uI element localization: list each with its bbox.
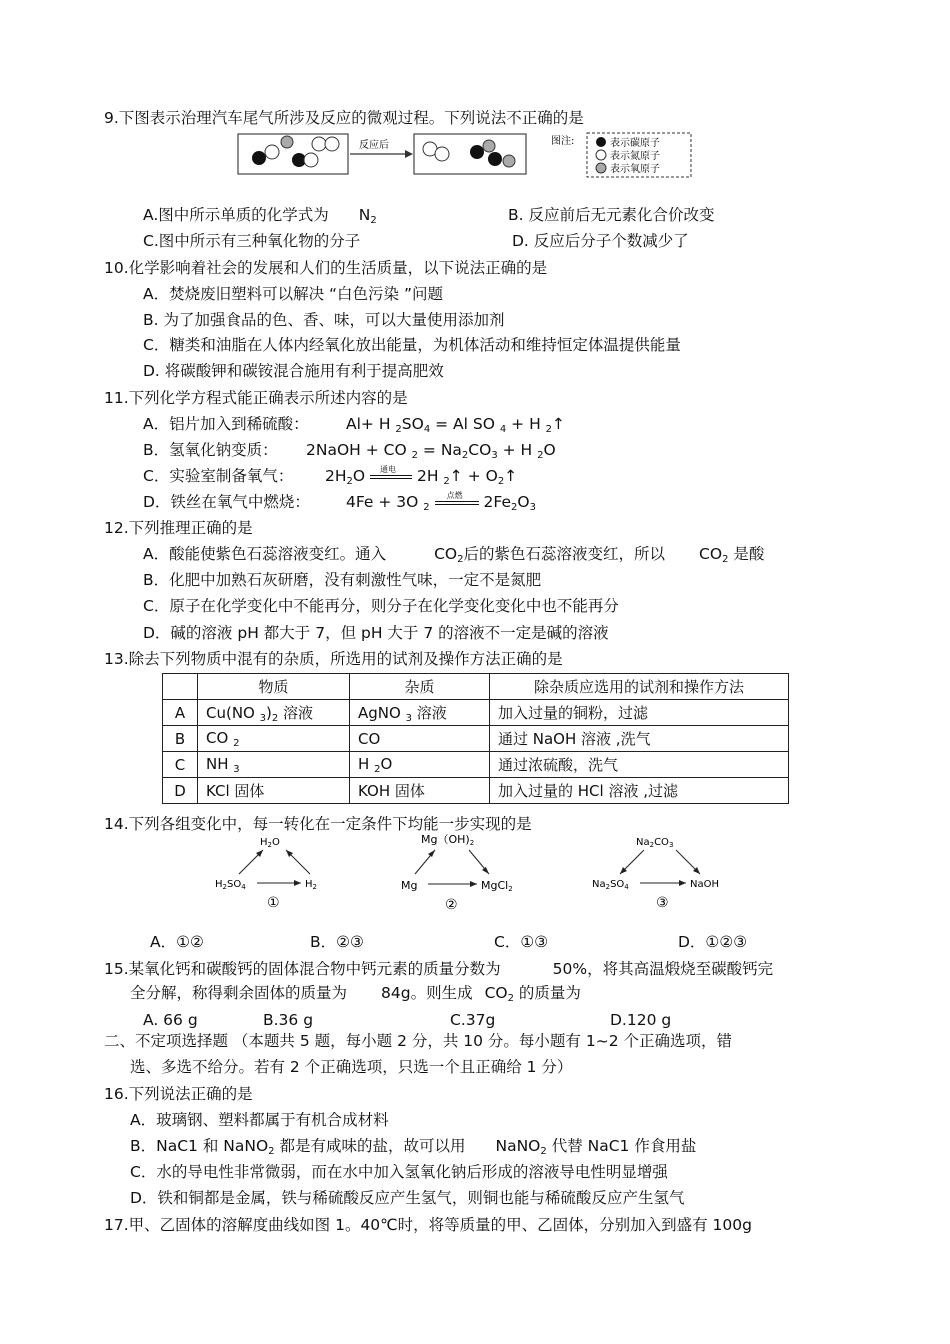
q11-option-c: C．实验室制备氧气： xyxy=(143,467,294,485)
table-cell: KOH 固体 xyxy=(350,778,490,804)
q11-d-condition: 点燃 xyxy=(446,490,463,500)
q14-diagram-1 xyxy=(205,832,345,912)
q13-table xyxy=(162,673,789,804)
q16-stem: 16.下列说法正确的是 xyxy=(104,1085,253,1103)
table-cell: A xyxy=(163,700,198,726)
q9-reaction-diagram xyxy=(237,130,697,180)
q16-option-b: B．NaC1 和 NaNO$_2$ 都是有咸味的盐，故可以用 NaNO$_2$ 代替 NaC1 作食用盐 xyxy=(130,1137,697,1157)
table-row xyxy=(163,726,789,752)
svg-text:Na2CO3: $Na_2CO_3$ xyxy=(636,837,674,849)
q10-option-a: A．焚烧废旧塑料可以解决 “白色污染 ”问题 xyxy=(143,285,444,303)
q9-legend-title: 图注: xyxy=(551,136,575,147)
q16-option-d: D．铁和铜都是金属，铁与稀硫酸反应产生氢气，则铜也能与稀硫酸反应产生氢气 xyxy=(130,1189,685,1207)
q11-equation-a: Al+ H $_2SO_4 = Al$ SO $_4$ + H $_2$↑ xyxy=(346,415,566,435)
q10-option-c: C．糖类和油脂在人体内经氧化放出能量，为机体活动和维持恒定体温提供能量 xyxy=(143,336,681,354)
svg-text:Mg（OH)2: Mg（OH)2 xyxy=(421,833,475,847)
svg-text:Na2SO4: $Na_2SO_4$ xyxy=(592,879,629,891)
q11-c-condition: 通电 xyxy=(380,464,397,474)
svg-text:MgCl2: MgCl2 xyxy=(481,879,513,893)
table-row xyxy=(163,778,789,804)
legend-carbon: 表示碳原子 xyxy=(610,138,660,149)
table-row xyxy=(163,700,789,726)
q16-option-a: A．玻璃钢、塑料都属于有机合成材料 xyxy=(130,1111,389,1129)
table-cell: D xyxy=(163,778,198,804)
q15-option-b: B.36 g xyxy=(263,1011,314,1029)
q15-option-c: C.37g xyxy=(450,1011,496,1029)
q15-line-1: 15.某氧化钙和碳酸钙的固体混合物中钙元素的质量分数为 50%，将其高温煅烧至碳酸钙完 xyxy=(104,960,774,978)
q11-option-b: B．氢氧化钠变质： xyxy=(143,441,278,459)
q12-option-d: D．碱的溶液 pH 都大于 7，但 pH 大于 7 的溶液不一定是碱的溶液 xyxy=(143,624,609,642)
q14-label-3: ③ xyxy=(656,895,669,911)
q15-option-d: D.120 g xyxy=(610,1011,672,1029)
legend-nitrogen: 表示氮原子 xyxy=(610,151,660,162)
q11-equation-d: 4Fe + 3O $_2$ 点燃 $2Fe_2O_3$ xyxy=(346,492,536,518)
table-cell: H $_2$O xyxy=(350,752,490,778)
table-cell: AgNO $_3$ 溶液 xyxy=(350,700,490,726)
q11-equation-b: 2NaOH + CO $_2 = Na_2CO_3 + H$ $_2$O xyxy=(306,441,556,461)
table-cell: B xyxy=(163,726,198,752)
q10-stem: 10.化学影响着社会的发展和人们的生活质量，以下说法正确的是 xyxy=(104,259,548,277)
q13-stem: 13.除去下列物质中混有的杂质，所选用的试剂及操作方法正确的是 xyxy=(104,650,563,668)
q14-option-d: D．①②③ xyxy=(678,933,748,951)
q14-diagram-2 xyxy=(393,830,543,912)
q11-equation-c: $2H_2O$ 通电 2H $_2$↑ + $O_2↑$ xyxy=(325,466,517,492)
table-cell: NH $_3$ xyxy=(198,752,350,778)
svg-text:NaOH: NaOH xyxy=(690,879,719,890)
table-cell: CO xyxy=(350,726,490,752)
section-2-heading: 二、不定项选择题 （本题共 5 题，每小题 2 分，共 10 分。每小题有 1~2 个正确选项，错 xyxy=(104,1032,733,1050)
q17-stem: 17.甲、乙固体的溶解度曲线如图 1。40℃时，将等质量的甲、乙固体，分别加入到盛有 100g xyxy=(104,1216,752,1234)
table-cell: 加入过量的 HCl 溶液 ,过滤 xyxy=(490,778,789,804)
table-header: 除杂质应选用的试剂和操作方法 xyxy=(490,674,789,700)
q9-option-a: A.图中所示单质的化学式为 $N_2$ xyxy=(143,206,377,226)
q9-arrow-label: 反应后 xyxy=(359,140,389,151)
q14-option-a: A．①② xyxy=(150,933,204,951)
q10-option-d: D. 将碳酸钾和碳铵混合施用有利于提高肥效 xyxy=(143,362,444,380)
legend-oxygen: 表示氧原子 xyxy=(610,164,660,175)
q14-label-1: ① xyxy=(267,895,280,911)
q12-option-a: A．酸能使紫色石蕊溶液变红。通入 $CO_2$后的紫色石蕊溶液变红，所以 $CO_2$ 是酸 xyxy=(143,545,765,565)
table-cell: 加入过量的铜粉，过滤 xyxy=(490,700,789,726)
q11-stem: 11.下列化学方程式能正确表示所述内容的是 xyxy=(104,389,408,407)
table-cell: CO $_2$ xyxy=(198,726,350,752)
table-row xyxy=(163,752,789,778)
q14-option-c: C．①③ xyxy=(494,933,549,951)
q12-stem: 12.下列推理正确的是 xyxy=(104,519,253,537)
q11-option-a: A．铝片加入到稀硫酸： xyxy=(143,415,309,433)
q9-option-d: D. 反应后分子个数减少了 xyxy=(512,232,689,250)
q9-stem: 9.下图表示治理汽车尾气所涉及反应的微观过程。下列说法不正确的是 xyxy=(104,109,584,127)
table-header: 物质 xyxy=(198,674,350,700)
q10-option-b: B. 为了加强食品的色、香、味，可以大量使用添加剂 xyxy=(143,311,505,329)
table-header-row xyxy=(163,674,789,700)
q9-option-c: C.图中所示有三种氧化物的分子 xyxy=(143,232,361,250)
q14-stem: 14.下列各组变化中，每一转化在一定条件下均能一步实现的是 xyxy=(104,815,532,833)
q11-option-d: D．铁丝在氧气中燃烧： xyxy=(143,493,310,511)
table-header: 杂质 xyxy=(350,674,490,700)
svg-text:Mg: Mg xyxy=(401,879,418,892)
section-2-note: 选、多选不给分。若有 2 个正确选项，只选一个且正确给 1 分） xyxy=(130,1058,573,1076)
table-header xyxy=(163,674,198,700)
q14-option-b: B．②③ xyxy=(310,933,364,951)
q16-option-c: C．水的导电性非常微弱，而在水中加入氢氧化钠后形成的溶液导电性明显增强 xyxy=(130,1163,668,1181)
table-cell: KCl 固体 xyxy=(198,778,350,804)
q9-option-b: B. 反应前后无元素化合价改变 xyxy=(508,206,715,224)
q14-label-2: ② xyxy=(445,897,458,912)
q15-option-a: A. 66 g xyxy=(143,1011,198,1029)
svg-text:H2O: $H_2O$ xyxy=(260,837,280,849)
q14-diagram-3 xyxy=(590,832,740,912)
svg-text:H2: $H_2$ xyxy=(305,879,317,891)
svg-text:H2SO4: $H_2SO_4$ xyxy=(215,879,246,891)
table-cell: C xyxy=(163,752,198,778)
table-cell: 通过浓硫酸，洗气 xyxy=(490,752,789,778)
table-cell: Cu(NO $_3)_2$ 溶液 xyxy=(198,700,350,726)
q12-option-b: B．化肥中加熟石灰研磨，没有刺激性气味，一定不是氮肥 xyxy=(143,571,542,589)
q15-line-2: 全分解，称得剩余固体的质量为 84g。则生成 $CO_2$ 的质量为 xyxy=(130,984,581,1004)
q12-option-c: C．原子在化学变化中不能再分，则分子在化学变化变化中也不能再分 xyxy=(143,597,619,615)
table-cell: 通过 NaOH 溶液 ,洗气 xyxy=(490,726,789,752)
